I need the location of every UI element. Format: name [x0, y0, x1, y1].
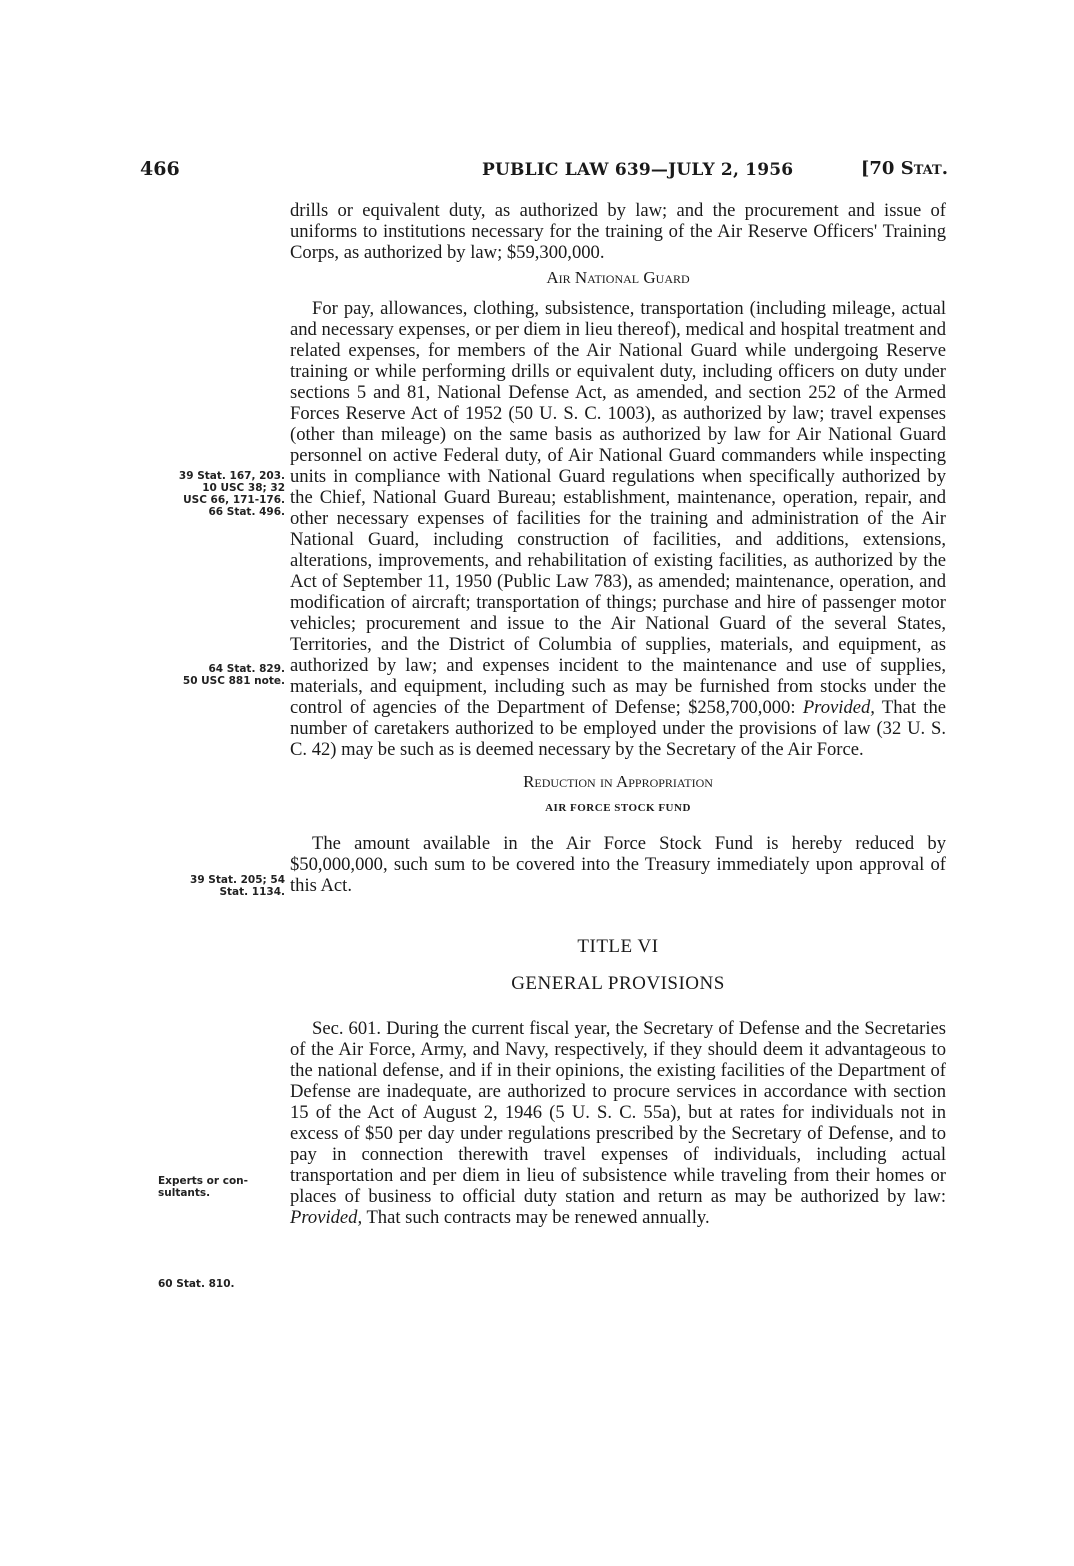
margin-note-60-stat: 60 Stat. 810. — [158, 1278, 235, 1290]
paragraph-air-national-guard — [290, 298, 946, 760]
paragraph-text: Sec. 601. During the current fiscal year, the Secretary of Defense and the Secretaries of the Air Force, Army, and Navy, respectively, if they should deem it advantageous to the national defense, and if in their opinions, the existing facilities of the Department of Defense are inadequate, are authorized to procure services in accordance with section 15 of the Act of August 2, 1946 (5 U. S. C. 55a), but at rates for individuals not in excess of $50 per day under regulations prescribed by the Secretary of Defense, and to pay in connection therewith travel expenses of individuals, including actual transportation and per diem in lieu of subsistence while traveling from their homes or places of business to official duty station and return as may be authorized by law: — [290, 1018, 946, 1207]
section-heading-air-national-guard: Air National Guard — [546, 268, 690, 287]
title-heading: TITLE VI — [577, 936, 659, 957]
general-provisions-heading: GENERAL PROVISIONS — [511, 973, 725, 994]
subheading-stock-fund: AIR FORCE STOCK FUND — [545, 802, 691, 814]
body-text — [290, 200, 946, 1228]
margin-note-public-law: 64 Stat. 829. 50 USC 881 note. — [182, 663, 285, 687]
paragraph-text: That the number of caretakers authorized to be employed under the provisions of law (32 U. S. C. 42) may be such as is deemed necessary by the Secretary of the Air Force. — [290, 697, 947, 760]
section-heading-reduction: Reduction in Appropriation — [523, 772, 713, 791]
margin-note-caretakers: 39 Stat. 205; 54 Stat. 1134. — [190, 874, 285, 898]
running-head: PUBLIC LAW 639—JULY 2, 1956 — [482, 160, 794, 180]
volume-reference: [70 Stat. — [860, 158, 948, 179]
margin-note-statutes: 39 Stat. 167, 203. 10 USC 38; 32 USC 66, 171-176. 66 Stat. 496. — [178, 470, 285, 518]
paragraph-text: That such contracts may be renewed annually. — [366, 1207, 710, 1228]
proviso-label: Provided, — [290, 1207, 363, 1228]
proviso-label: Provided, — [802, 697, 875, 718]
page-header — [140, 158, 948, 188]
paragraph-uniforms: drills or equivalent duty, as authorized by law; and the procurement and issue of uniforms to institutions necessary for the training of the Air Reserve Officers' Training Corps, as authorized by law; $59,300,000. — [290, 200, 946, 263]
paragraph-sec-601 — [290, 1018, 946, 1228]
paragraph-stock-fund: The amount available in the Air Force Stock Fund is hereby reduced by $50,000,000, such sum to be covered into the Treasury immediately upon approval of this Act. — [290, 833, 946, 896]
paragraph-text: For pay, allowances, clothing, subsistence, transportation (including mileage, actual and necessary expenses, or per diem in lieu thereof), medical and hospital treatment and related expenses, for members of the Air National Guard while undergoing Reserve training or while performing drills or equivalent duty, including officers on duty under sections 5 and 81, National Defense Act, as amended, and section 252 of the Armed Forces Reserve Act of 1952 (50 U. S. C. 1003), as authorized by law; travel expenses (other than mileage) on the same basis as authorized by law for Air National Guard personnel on active Federal duty, of Air National Guard commanders while inspecting units in compliance with National Guard regulations when specifically authorized by the Chief, National Guard Bureau; establishment, maintenance, operation, repair, and other necessary expenses of facilities for the training and administration of the Air National Guard, including construction of facilities, and additions, extensions, alterations, improvements, and rehabilitation of existing facilities, as authorized by the Act of September 11, 1950 (Public Law 783), as amended; maintenance, operation, and modification of aircraft; transportation of things; purchase and hire of passenger motor vehicles; procurement and issue to the Air National Guard of the several States, Territories, and the District of Columbia of supplies, materials, and equipment, as authorized by law; and expenses incident to the maintenance and use of supplies, materials, and equipment, including such as may be furnished from stocks under the control of agencies of the Department of Defense; $258,700,000: — [290, 298, 946, 718]
page-number: 466 — [140, 158, 180, 180]
margin-note-experts: Experts or con- sultants. — [158, 1175, 249, 1199]
